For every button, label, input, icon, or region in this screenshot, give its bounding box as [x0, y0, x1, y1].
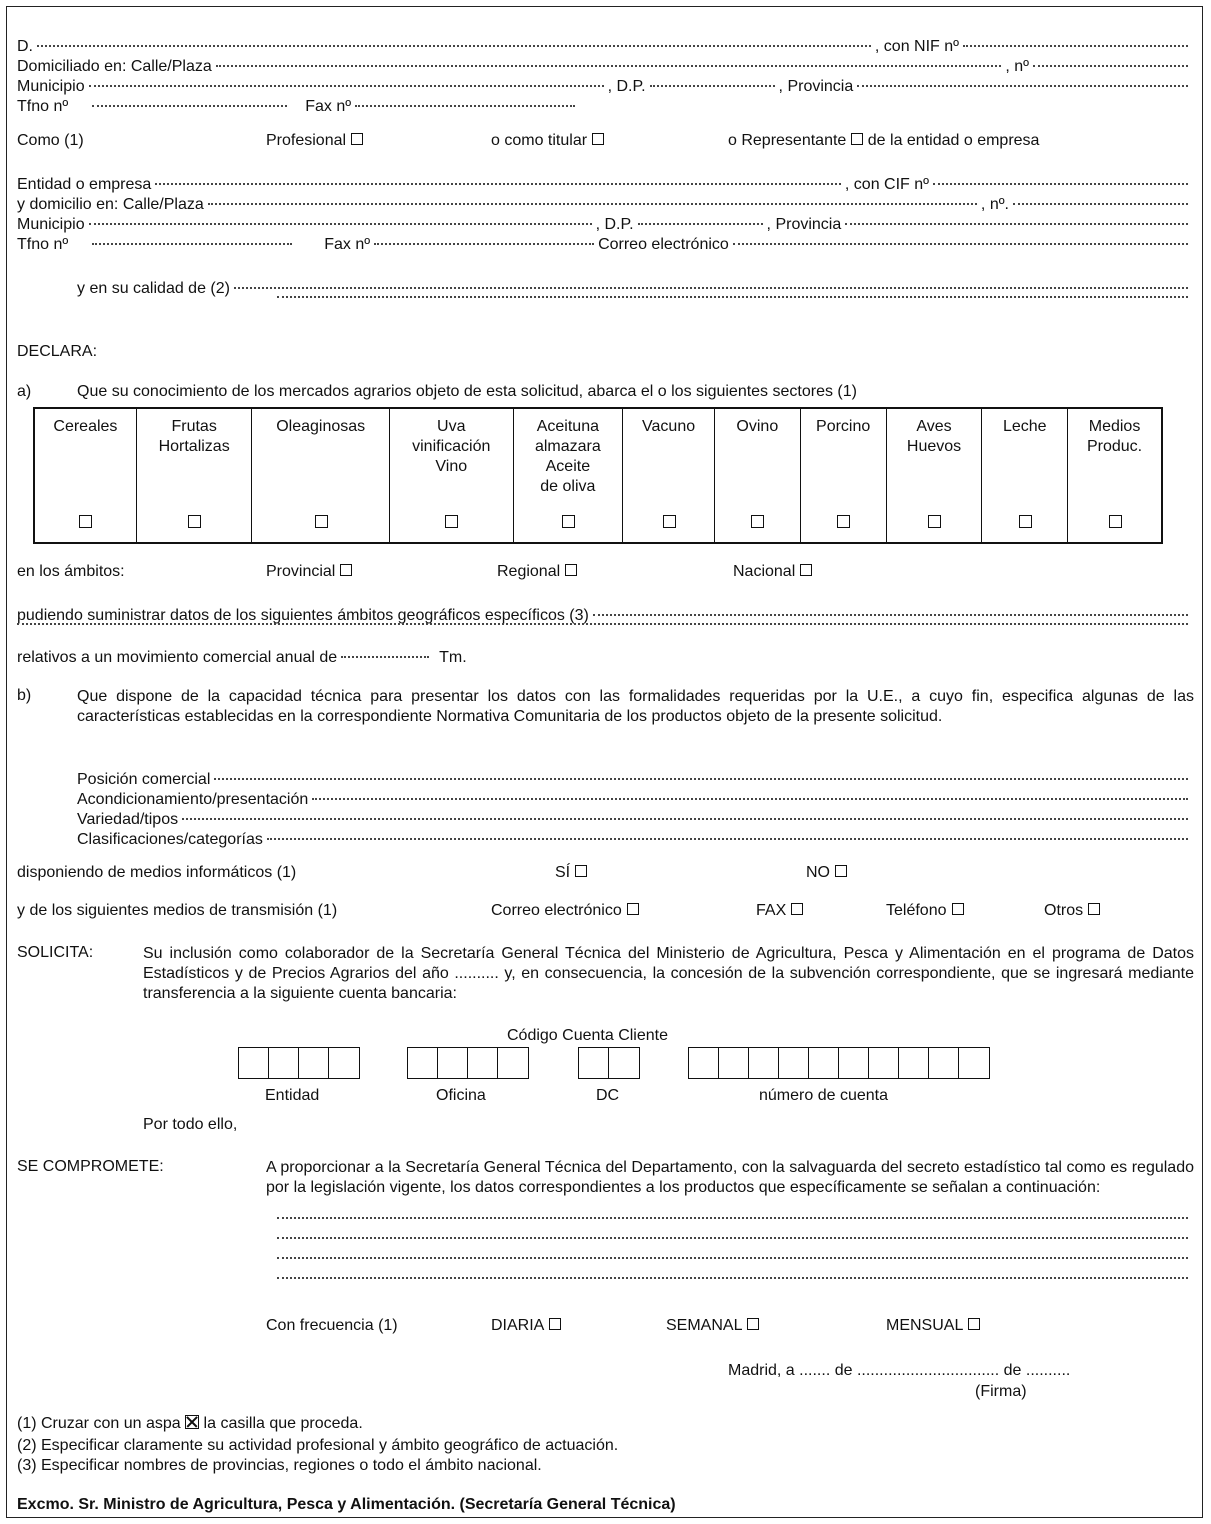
footer-addressee: Excmo. Sr. Ministro de Agricultura, Pesca y Alimentación. (Secretaría General Técnica)	[17, 1496, 676, 1513]
row-entidad	[17, 176, 1192, 196]
label-pudiendo: pudiendo suministrar datos de los siguientes ámbitos geográficos específicos (3)	[17, 607, 589, 624]
checkbox-representante[interactable]	[851, 133, 863, 145]
label-correo: Correo electrónico	[598, 236, 729, 253]
row-b-item-1	[77, 771, 1192, 791]
field-posicion[interactable]	[214, 778, 1188, 780]
option-correo[interactable]	[491, 902, 639, 920]
label-mensual: MENSUAL	[886, 1317, 964, 1334]
row-pudiendo-2	[17, 627, 1192, 647]
field-dp[interactable]	[650, 85, 775, 87]
label-profesional: Profesional	[266, 132, 347, 149]
text-compromete: A proporcionar a la Secretaría General Técnica del Departamento, con la salvaguarda del secreto estadístico tal como es regulado por la legislación vigente, los datos correspondientes a los productos que específicamente se señalan a continuación:	[266, 1159, 1194, 1196]
label-fax-option: FAX	[756, 902, 787, 919]
sector-cell	[252, 408, 390, 543]
label-telefono: Teléfono	[886, 902, 947, 919]
option-titular[interactable]	[491, 132, 604, 150]
text-por-todo: Por todo ello,	[143, 1116, 238, 1133]
sectors-row	[34, 408, 1162, 543]
sector-checkbox[interactable]	[315, 515, 328, 528]
row-entidad-municipio	[17, 216, 1192, 236]
label-variedad: Variedad/tipos	[77, 811, 179, 828]
label-dp: , D.P.	[607, 78, 646, 95]
row-entidad-domicilio	[17, 196, 1192, 216]
field-ambitos-especificos-continued[interactable]	[17, 623, 1188, 625]
field-productos-2[interactable]	[277, 1237, 1188, 1239]
label-tfno: Tfno nº	[17, 98, 69, 115]
sector-checkbox[interactable]	[445, 515, 458, 528]
row-b-item-3	[77, 811, 1192, 831]
label-entidad-suffix: de la entidad o empresa	[867, 132, 1040, 149]
field-tfno[interactable]	[92, 105, 287, 107]
sector-cell	[800, 408, 886, 543]
row-domicilio	[17, 58, 1192, 78]
text-b: Que dispone de la capacidad técnica para presentar los datos con las formalidades requeridas por la U.E., a cuyo fin, especifica algunas de las características establecidas en la correspondiente Normativa Comunitaria de los productos objeto de la presente solicitud.	[77, 688, 1194, 725]
sector-cell	[1068, 408, 1162, 543]
sector-label: Medios Produc.	[1086, 418, 1143, 455]
sector-label: Frutas Hortalizas	[158, 418, 230, 455]
label-titular: o como titular	[491, 132, 588, 149]
field-domicilio[interactable]	[216, 65, 1002, 67]
label-acondicionamiento: Acondicionamiento/presentación	[77, 791, 309, 808]
label-fax: Fax nº	[305, 98, 352, 115]
letter-b: b)	[17, 687, 32, 704]
text-a: Que su conocimiento de los mercados agrarios objeto de esta solicitud, abarca el o los siguientes sectores (1)	[77, 383, 857, 400]
label-no: NO	[806, 864, 830, 881]
option-nacional[interactable]	[733, 563, 812, 581]
note-1	[17, 1415, 363, 1433]
checkbox-otros[interactable]	[1088, 903, 1100, 915]
ccc-label-entidad: Entidad	[265, 1087, 320, 1104]
crossed-checkbox-icon	[185, 1415, 199, 1429]
checkbox-diaria[interactable]	[549, 1318, 561, 1330]
option-otros[interactable]	[1044, 902, 1100, 920]
sector-checkbox[interactable]	[1019, 515, 1032, 528]
sector-label: Oleaginosas	[276, 418, 366, 435]
label-entidad-domicilio: y domicilio en: Calle/Plaza	[17, 196, 204, 213]
sector-label: Porcino	[816, 418, 871, 435]
sector-checkbox[interactable]	[751, 515, 764, 528]
sector-cell	[136, 408, 252, 543]
label-provincia: , Provincia	[778, 78, 854, 95]
field-entidad-municipio[interactable]	[89, 223, 592, 225]
label-domicilio: Domiciliado en: Calle/Plaza	[17, 58, 212, 75]
row-nombre	[17, 38, 1192, 58]
label-regional: Regional	[497, 563, 561, 580]
field-entidad-domicilio[interactable]	[208, 203, 977, 205]
ccc-entidad-boxes[interactable]	[238, 1047, 360, 1079]
label-diaria: DIARIA	[491, 1317, 545, 1334]
field-fax[interactable]	[355, 105, 575, 107]
sector-label: Aves Huevos	[906, 418, 962, 455]
sector-label: Uva vinificación Vino	[412, 418, 491, 475]
label-entidad-dp: , D.P.	[595, 216, 634, 233]
option-mensual[interactable]	[886, 1317, 980, 1335]
field-nif[interactable]	[963, 45, 1188, 47]
ccc-oficina-boxes[interactable]	[407, 1047, 529, 1079]
field-tm[interactable]	[341, 656, 429, 658]
option-telefono[interactable]	[886, 902, 964, 920]
option-profesional[interactable]	[266, 132, 363, 150]
sector-cell	[715, 408, 801, 543]
label-firma: (Firma)	[975, 1383, 1027, 1400]
label-ambitos: en los ámbitos:	[17, 563, 125, 580]
row-productos-4	[273, 1281, 1192, 1301]
text-solicita: Su inclusión como colaborador de la Secretaría General Técnica del Ministerio de Agricultura, Pesca y Alimentación en el programa de Datos Estadísticos y de Precios Agrarios del año .......... y, en consecuencia, la concesión de la subvención correspondiente, que se ingresará mediante transferencia a la siguiente cuenta bancaria:	[143, 945, 1194, 1002]
ccc-label-dc: DC	[596, 1087, 620, 1104]
checkbox-no[interactable]	[835, 865, 847, 877]
field-entidad[interactable]	[155, 183, 841, 185]
field-acondicionamiento[interactable]	[312, 798, 1188, 800]
heading-compromete: SE COMPROMETE:	[17, 1158, 164, 1175]
field-nombre[interactable]	[37, 45, 871, 47]
label-entidad-provincia: , Provincia	[766, 216, 842, 233]
row-telefono	[17, 98, 1192, 118]
note-1-pre: (1) Cruzar con un aspa	[17, 1415, 181, 1432]
label-frecuencia: Con frecuencia (1)	[266, 1317, 398, 1334]
row-municipio	[17, 78, 1192, 98]
option-regional[interactable]	[497, 563, 577, 581]
checkbox-provincial[interactable]	[340, 564, 352, 576]
label-cif: , con CIF nº	[844, 176, 929, 193]
option-semanal[interactable]	[666, 1317, 759, 1335]
label-clasificaciones: Clasificaciones/categorías	[77, 831, 263, 848]
sector-checkbox[interactable]	[928, 515, 941, 528]
sector-cell	[886, 408, 982, 543]
label-otros: Otros	[1044, 902, 1084, 919]
sector-cell	[623, 408, 715, 543]
label-tm: Tm.	[439, 649, 467, 666]
label-nacional: Nacional	[733, 563, 796, 580]
label-como: Como (1)	[17, 132, 84, 149]
field-productos-4[interactable]	[277, 1277, 1188, 1279]
field-productos-1[interactable]	[277, 1217, 1188, 1219]
ccc-label-oficina: Oficina	[436, 1087, 486, 1104]
note-3: (3) Especificar nombres de provincias, regiones o todo el ámbito nacional.	[17, 1457, 542, 1474]
label-posicion: Posición comercial	[77, 771, 211, 788]
checkbox-correo[interactable]	[627, 903, 639, 915]
note-1-post: la casilla que proceda.	[203, 1415, 363, 1432]
checkbox-regional[interactable]	[565, 564, 577, 576]
field-productos-3[interactable]	[277, 1257, 1188, 1259]
option-fax[interactable]	[756, 902, 803, 920]
checkbox-profesional[interactable]	[351, 133, 363, 145]
label-entidad-municipio: Municipio	[17, 216, 85, 233]
field-provincia[interactable]	[857, 85, 1188, 87]
field-numero[interactable]	[1033, 65, 1188, 67]
note-2: (2) Especificar claramente su actividad profesional y ámbito geográfico de actuación.	[17, 1437, 619, 1454]
label-numero: , nº	[1005, 58, 1029, 75]
field-calidad[interactable]	[234, 287, 1188, 289]
sector-checkbox[interactable]	[188, 515, 201, 528]
label-si: SÍ	[555, 864, 571, 881]
sector-cell	[982, 408, 1068, 543]
checkbox-si[interactable]	[575, 865, 587, 877]
sector-checkbox[interactable]	[562, 515, 575, 528]
label-provincial: Provincial	[266, 563, 336, 580]
label-d: D.	[17, 38, 33, 55]
field-entidad-provincia[interactable]	[845, 223, 1188, 225]
checkbox-telefono[interactable]	[952, 903, 964, 915]
checkbox-semanal[interactable]	[747, 1318, 759, 1330]
ccc-cuenta-boxes[interactable]	[688, 1047, 990, 1079]
label-entidad: Entidad o empresa	[17, 176, 152, 193]
row-entidad-contacto	[17, 236, 1192, 256]
row-relativos	[17, 649, 1192, 669]
sector-checkbox[interactable]	[663, 515, 676, 528]
label-semanal: SEMANAL	[666, 1317, 743, 1334]
sector-label: Cereales	[53, 418, 118, 435]
field-entidad-numero[interactable]	[1013, 203, 1188, 205]
ccc-dc-boxes[interactable]	[578, 1047, 640, 1079]
checkbox-titular[interactable]	[592, 133, 604, 145]
field-entidad-dp[interactable]	[638, 223, 763, 225]
option-representante[interactable]	[728, 132, 1039, 150]
ccc-title: Código Cuenta Cliente	[507, 1027, 668, 1044]
field-municipio[interactable]	[89, 85, 604, 87]
field-clasificaciones[interactable]	[267, 838, 1188, 840]
sector-label: Vacuno	[642, 418, 696, 435]
sector-checkbox[interactable]	[79, 515, 92, 528]
heading-solicita: SOLICITA:	[17, 944, 94, 961]
option-si[interactable]	[555, 864, 587, 882]
sector-cell	[389, 408, 513, 543]
row-calidad-2	[273, 300, 1192, 320]
heading-declara: DECLARA:	[17, 343, 98, 360]
checkbox-mensual[interactable]	[968, 1318, 980, 1330]
label-municipio: Municipio	[17, 78, 85, 95]
field-calidad-continued[interactable]	[277, 296, 1188, 298]
sector-checkbox[interactable]	[837, 515, 850, 528]
sector-cell	[513, 408, 623, 543]
sector-label: Leche	[1002, 418, 1047, 435]
sector-label: Aceituna almazara Aceite de oliva	[534, 418, 601, 495]
ccc-label-cuenta: número de cuenta	[759, 1087, 888, 1104]
label-entidad-fax: Fax nº	[324, 236, 371, 253]
option-diaria[interactable]	[491, 1317, 561, 1335]
field-entidad-fax[interactable]	[374, 243, 594, 245]
sector-label: Ovino	[736, 418, 779, 435]
label-nif: , con NIF nº	[874, 38, 959, 55]
sector-checkbox[interactable]	[1109, 515, 1122, 528]
label-informaticos: disponiendo de medios informáticos (1)	[17, 864, 297, 881]
checkbox-nacional[interactable]	[800, 564, 812, 576]
field-correo[interactable]	[733, 243, 1188, 245]
sector-cell	[34, 408, 136, 543]
label-correo-option: Correo electrónico	[491, 902, 622, 919]
label-relativos: relativos a un movimiento comercial anual de	[17, 649, 338, 666]
field-entidad-tfno[interactable]	[92, 243, 292, 245]
option-no[interactable]	[806, 864, 847, 882]
label-entidad-tfno: Tfno nº	[17, 236, 69, 253]
label-representante: o Representante	[728, 132, 847, 149]
label-transmision: y de los siguientes medios de transmisión (1)	[17, 902, 338, 919]
form-page	[6, 6, 1203, 1518]
letter-a: a)	[17, 383, 32, 400]
field-variedad[interactable]	[182, 818, 1188, 820]
label-entidad-numero: , nº.	[980, 196, 1009, 213]
field-cif[interactable]	[933, 183, 1188, 185]
checkbox-fax[interactable]	[791, 903, 803, 915]
option-provincial[interactable]	[266, 563, 352, 581]
field-ambitos-especificos[interactable]	[593, 614, 1188, 616]
text-madrid-fecha: Madrid, a ....... de ................................ de ..........	[728, 1362, 1071, 1379]
row-b-item-4	[77, 831, 1192, 851]
label-calidad: y en su calidad de (2)	[77, 280, 230, 297]
row-b-item-2	[77, 791, 1192, 811]
sectors-table	[33, 407, 1163, 544]
